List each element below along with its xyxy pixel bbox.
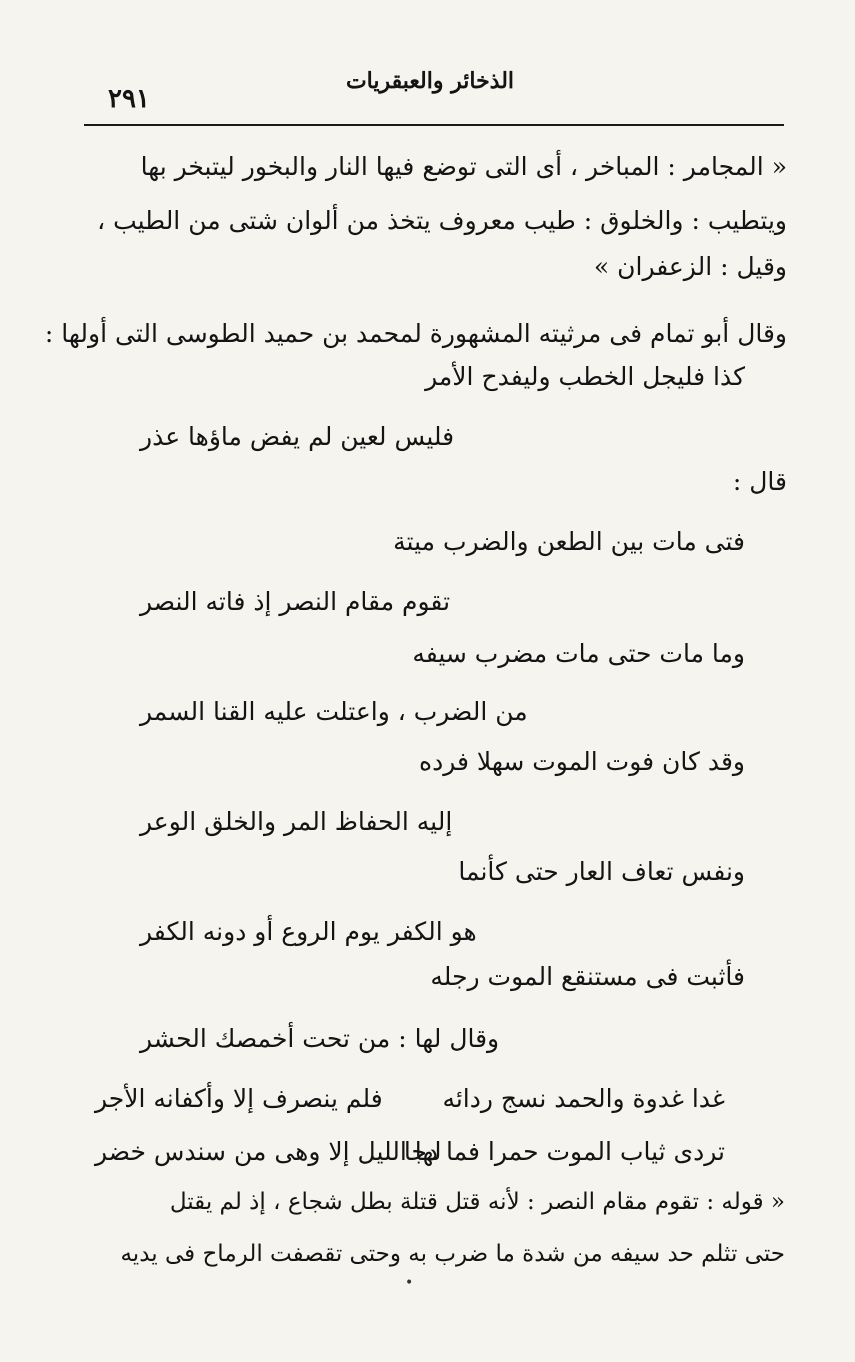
footnote-line-1: « المجامر : المباخر ، أى التى توضع فيها النار والبخور ليتبخر بها bbox=[140, 152, 787, 181]
verse-line-5b: هو الكفر يوم الروع أو دونه الكفر bbox=[140, 917, 477, 946]
commentary-line-2: حتى تثلم حد سيفه من شدة ما ضرب به وحتى تقصفت الرماح فى يديه bbox=[120, 1241, 785, 1267]
running-header-title: الذخائر والعبقريات bbox=[345, 68, 515, 94]
verse-line-1a: كذا فليجل الخطب وليفدح الأمر bbox=[425, 362, 745, 391]
verse-line-6a: فأثبت فى مستنقع الموت رجله bbox=[430, 962, 745, 991]
footnote-line-3: وقيل : الزعفران » bbox=[593, 252, 787, 281]
couplet-1-left: فلم ينصرف إلا وأكفانه الأجر bbox=[95, 1084, 383, 1113]
verse-line-4b: إليه الحفاظ المر والخلق الوعر bbox=[140, 807, 453, 836]
ink-speck: • bbox=[405, 1275, 414, 1291]
verse-line-4a: وقد كان فوت الموت سهلا فرده bbox=[419, 747, 745, 776]
header-divider bbox=[84, 124, 784, 126]
qal-label: قال : bbox=[732, 467, 787, 496]
verse-line-6b: وقال لها : من تحت أخمصك الحشر bbox=[140, 1024, 500, 1053]
intro-line: وقال أبو تمام فى مرثيته المشهورة لمحمد بن حميد الطوسى التى أولها : bbox=[44, 319, 787, 348]
page-number: ٢٩١ bbox=[108, 84, 150, 114]
verse-line-5a: ونفس تعاف العار حتى كأنما bbox=[458, 857, 745, 886]
couplet-2-right: تردى ثياب الموت حمرا فما دجا bbox=[403, 1137, 725, 1166]
verse-line-3a: وما مات حتى مات مضرب سيفه bbox=[412, 639, 745, 668]
verse-line-2a: فتى مات بين الطعن والضرب ميتة bbox=[393, 527, 745, 556]
verse-line-1b: فليس لعين لم يفض ماؤها عذر bbox=[140, 422, 455, 451]
commentary-line-1: « قوله : تقوم مقام النصر : لأنه قتل قتلة بطل شجاع ، إذ لم يقتل bbox=[169, 1189, 785, 1215]
footnote-line-2: ويتطيب : والخلوق : طيب معروف يتخذ من ألوان شتى من الطيب ، bbox=[97, 206, 787, 235]
couplet-2-left: لها الليل إلا وهى من سندس خضر bbox=[95, 1137, 442, 1166]
verse-line-3b: من الضرب ، واعتلت عليه القنا السمر bbox=[140, 697, 528, 726]
verse-line-2b: تقوم مقام النصر إذ فاته النصر bbox=[140, 587, 451, 616]
couplet-1-right: غدا غدوة والحمد نسج ردائه bbox=[442, 1084, 725, 1113]
